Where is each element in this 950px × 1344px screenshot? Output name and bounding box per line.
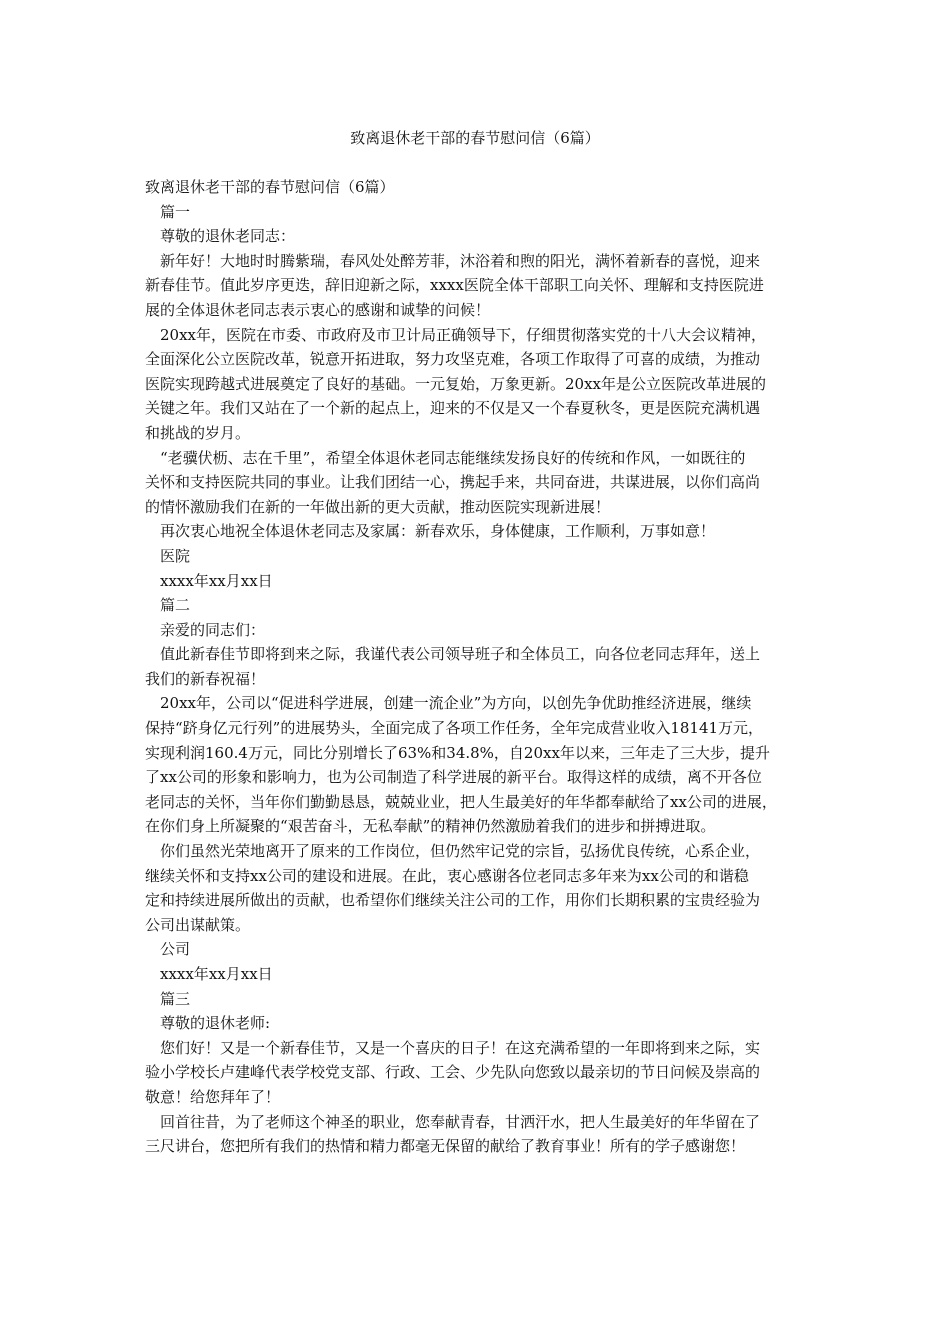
paragraph-line: 20xx年，公司以“促进科学进展，创建一流企业”为方向，以创先争优助推经济进展，继续: [160, 694, 752, 713]
section-heading: 篇二: [160, 596, 191, 615]
document-body: [145, 175, 815, 1159]
signature: 医院: [160, 546, 191, 565]
paragraph-line: 全面深化公立医院改革，锐意开拓进取，努力攻坚克难，各项工作取得了可喜的成绩，为推动: [145, 350, 761, 369]
paragraph-line: 展的全体退休老同志表示衷心的感谢和诚挚的问候！: [145, 300, 491, 319]
section-heading: 篇三: [160, 989, 191, 1008]
paragraph-line: 实现利润160.4万元，同比分别增长了63%和34.8%，自20xx年以来，三年走了三大步，提升: [145, 743, 770, 762]
paragraph-line: 再次衷心地祝全体退休老同志及家属：新春欢乐，身体健康，工作顺利，万事如意！: [160, 522, 716, 541]
salutation: 亲爱的同志们：: [160, 620, 266, 639]
date: xxxx年xx月xx日: [160, 965, 273, 983]
paragraph-line: 敬意！给您拜年了！: [145, 1087, 281, 1106]
paragraph-line: 我们的新春祝福！: [145, 669, 266, 688]
paragraph-line: 验小学校长卢建峰代表学校党支部、行政、工会、少先队向您致以最亲切的节日问候及崇高的: [145, 1063, 761, 1082]
paragraph-line: 关怀和支持医院共同的事业。让我们团结一心，携起手来，共同奋进，共谋进展，以你们高尚: [145, 473, 761, 492]
document-subtitle: 致离退休老干部的春节慰问信（6篇）: [145, 178, 395, 196]
paragraph-line: “老骥伏枥、志在千里”，希望全体退休老同志能继续发扬良好的传统和作风，一如既往的: [160, 448, 746, 467]
paragraph-line: 定和持续进展所做出的贡献，也希望你们继续关注公司的工作，用你们长期积累的宝贵经验为: [145, 891, 761, 910]
paragraph-line: 你们虽然光荣地离开了原来的工作岗位，但仍然牢记党的宗旨，弘扬优良传统，心系企业，: [160, 842, 761, 861]
paragraph-line: 三尺讲台，您把所有我们的热情和精力都毫无保留的献给了教育事业！所有的学子感谢您！: [145, 1137, 746, 1156]
section-heading: 篇一: [160, 202, 191, 221]
paragraph-line: 了xx公司的形象和影响力，也为公司制造了科学进展的新平台。取得这样的成绩，离不开各位: [145, 768, 762, 787]
paragraph-line: 和挑战的岁月。: [145, 423, 251, 442]
paragraph-line: 新年好！大地时时腾紫瑞，春风处处醉芳菲，沐浴着和煦的阳光，满怀着新春的喜悦，迎来: [160, 251, 761, 270]
paragraph-line: 新春佳节。值此岁序更迭，辞旧迎新之际，xxxx医院全体干部职工向关怀、理解和支持医院进: [145, 276, 764, 295]
salutation: 尊敬的退休老师:: [160, 1014, 271, 1033]
signature: 公司: [160, 940, 191, 959]
paragraph-line: 医院实现跨越式进展奠定了良好的基础。一元复始，万象更新。20xx年是公立医院改革进展的: [145, 374, 767, 393]
paragraph-line: 关键之年。我们又站在了一个新的起点上，迎来的不仅是又一个春夏秋冬，更是医院充满机遇: [145, 399, 761, 418]
document-title: 致离退休老干部的春节慰问信（6篇）: [350, 129, 600, 147]
date: xxxx年xx月xx日: [160, 571, 273, 590]
paragraph-line: 在你们身上所凝聚的“艰苦奋斗，无私奉献”的精神仍然激励着我们的进步和拼搏进取。: [145, 817, 716, 836]
salutation: 尊敬的退休老同志：: [160, 227, 296, 246]
paragraph-line: 回首往昔，为了老师这个神圣的职业，您奉献青春，甘洒汗水，把人生最美好的年华留在了: [160, 1112, 761, 1131]
paragraph-line: 老同志的关怀，当年你们勤勤恳恳，兢兢业业，把人生最美好的年华都奉献给了xx公司的进展，: [145, 792, 777, 811]
paragraph-line: 公司出谋献策。: [145, 915, 251, 934]
paragraph-line: 20xx年，医院在市委、市政府及市卫计局正确领导下，仔细贯彻落实党的十八大会议精神，: [160, 325, 767, 344]
paragraph-line: 值此新春佳节即将到来之际，我谨代表公司领导班子和全体员工，向各位老同志拜年，送上: [160, 645, 761, 664]
paragraph-line: 您们好！又是一个新春佳节，又是一个喜庆的日子！在这充满希望的一年即将到来之际，实: [160, 1038, 761, 1057]
paragraph-line: 继续关怀和支持xx公司的建设和进展。在此，衷心感谢各位老同志多年来为xx公司的和谐稳: [145, 866, 749, 885]
paragraph-line: 保持“跻身亿元行列”的进展势头，全面完成了各项工作任务，全年完成营业收入18141万元，: [145, 719, 764, 738]
paragraph-line: 的情怀激励我们在新的一年做出新的更大贡献，推动医院实现新进展！: [145, 497, 611, 516]
